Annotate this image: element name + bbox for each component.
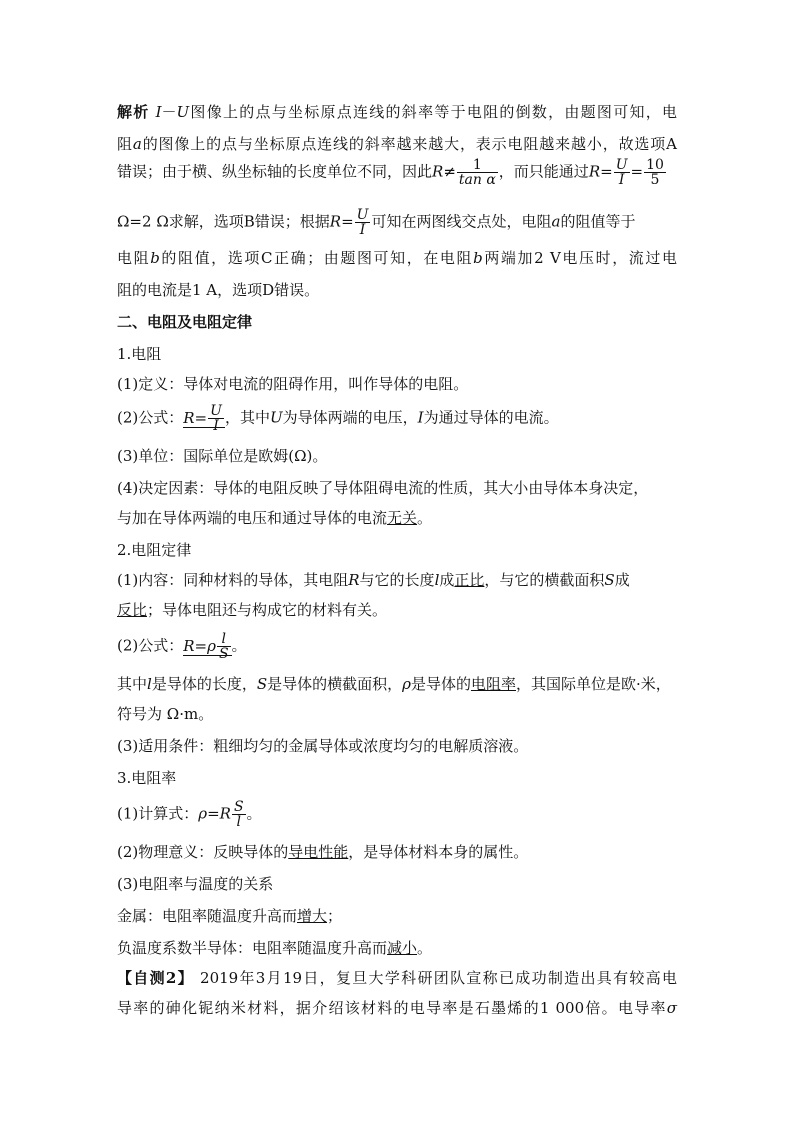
resistance-unit: (3)单位：国际单位是欧姆(Ω)。 bbox=[117, 447, 328, 465]
resistance-formula: (2)公式：R= $\frac{U}{I}$ ，其中U为导体两端的电压，I为通过导体的电流。 bbox=[117, 403, 559, 434]
analysis-line-2: 阻a的图像上的点与坐标原点连线的斜率越来越大，表示电阻越来越小，故选项A bbox=[117, 135, 677, 153]
law-condition: (3)适用条件：粗细均匀的金属导体或浓度均匀的电解质溶液。 bbox=[117, 737, 529, 755]
law-formula: (2)公式：R=ρ $\frac{l}{S}$ 。 bbox=[117, 631, 247, 662]
resistivity-metal: 金属：电阻率随温度升高而增大； bbox=[117, 907, 343, 925]
analysis-label: 解析 bbox=[117, 103, 150, 121]
analysis-line-5: 电阻b的阻值，选项C正确；由题图可知，在电阻b两端加2 V电压时，流过电 bbox=[117, 249, 677, 267]
heading-resistance: 1.电阻 bbox=[117, 345, 162, 363]
resistivity-temperature: (3)电阻率与温度的关系 bbox=[117, 875, 274, 893]
fraction-u-over-i: $\frac{U}{I}$ bbox=[615, 157, 628, 188]
analysis-line-4: Ω=2 Ω求解，选项B错误；根据R= $\frac{U}{I}$ 可知在两图线交点处，电阻a的阻值等于 bbox=[117, 207, 636, 238]
resistance-factor-1: (4)决定因素：导体的电阻反映了导体阻碍电流的性质，其大小由导体本身决定， bbox=[117, 479, 649, 497]
self-test-line-2: 导率的砷化铌纳米材料，据介绍该材料的电导率是石墨烯的1 000倍。电导率σ bbox=[117, 999, 677, 1017]
analysis-line-6: 阻的电流是1 A，选项D错误。 bbox=[117, 281, 320, 299]
law-meaning-1: 其中l是导体的长度，S是导体的横截面积，ρ是导体的电阻率，其国际单位是欧·米， bbox=[117, 675, 671, 693]
fraction-10-over-5: $\frac{10}{5}$ bbox=[646, 157, 664, 188]
law-content-2: 反比；导体电阻还与构成它的材料有关。 bbox=[117, 601, 388, 619]
fraction-s-over-l: $\frac{S}{l}$ bbox=[233, 799, 244, 830]
self-test-line-1: 【自测2】 2019年3月19日，复旦大学科研团队宣称已成功制造出具有较高电 bbox=[117, 969, 677, 987]
analysis-line-3: 错误；由于横、纵坐标轴的长度单位不同，因此R≠ $\frac{1}{\text{tan α}}$ ，而只能通过R= $\frac{U}{I}$ = $\frac{10}{5}$ bbox=[117, 157, 664, 188]
resistance-definition: (1)定义：导体对电流的阻碍作用，叫作导体的电阻。 bbox=[117, 375, 469, 393]
heading-resistivity: 3.电阻率 bbox=[117, 769, 177, 787]
resistivity-formula: (1)计算式：ρ=R $\frac{S}{l}$ 。 bbox=[117, 799, 262, 830]
heading-resistance-law: 2.电阻定律 bbox=[117, 541, 192, 559]
law-meaning-2: 符号为 Ω·m。 bbox=[117, 705, 214, 723]
analysis-line-1: 解析 I－U图像上的点与坐标原点连线的斜率等于电阻的倒数，由题图可知，电 bbox=[117, 103, 677, 121]
fraction-u-over-i-2: $\frac{U}{I}$ bbox=[356, 207, 369, 238]
resistance-factor-2: 与加在导体两端的电压和通过导体的电流无关。 bbox=[117, 509, 433, 527]
self-test-label: 【自测2】 bbox=[117, 969, 194, 987]
fraction-1-over-tan: $\frac{1}{\text{tan α}}$ bbox=[458, 157, 496, 188]
fraction-u-over-i-3: $\frac{U}{I}$ bbox=[210, 403, 222, 434]
law-content-1: (1)内容：同种材料的导体，其电阻R与它的长度l成正比，与它的横截面积S成 bbox=[117, 571, 630, 589]
resistivity-meaning: (2)物理意义：反映导体的导电性能，是导体材料本身的属性。 bbox=[117, 843, 529, 861]
fraction-l-over-s: $\frac{l}{S}$ bbox=[218, 631, 229, 662]
resistivity-semiconductor: 负温度系数半导体：电阻率随温度升高而减小。 bbox=[117, 939, 433, 957]
section-title: 二、电阻及电阻定律 bbox=[117, 313, 253, 331]
